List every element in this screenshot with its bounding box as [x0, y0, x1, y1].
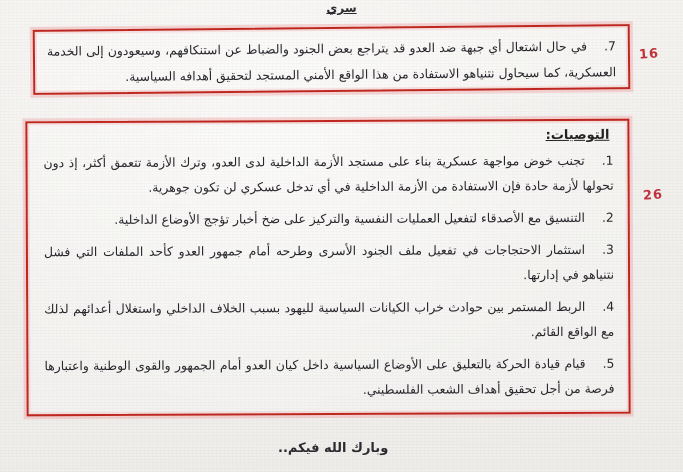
recommendation-number: 1.	[601, 152, 614, 168]
paragraph-7-number: 7.	[603, 38, 616, 54]
paragraph-7	[47, 33, 616, 90]
recommendation-text: تجنب خوض مواجهة عسكرية بناء على مستجد الأزمة الداخلية لدى العدو، وترك الأزمة تتعمق أكثر، إذ دون تحولها لأزمة حادة فإن الاستفادة من الأزمة الداخلية في أي تدخل عسكري لن تكون جوهرية.	[43, 152, 614, 195]
recommendation-text: قيام قيادة الحركة بالتعليق على الأوضاع السياسية داخل كيان العدو أمام الجمهور والقوى الوطنية واعتبارها فرصة من أجل تحقيق أهداف الشعب الفلسطيني.	[44, 355, 615, 397]
closing-blessing: وبارك الله فيكم..	[278, 441, 389, 456]
recommendation-text: استثمار الاحتجاجات في تفعيل ملف الجنود الأسرى وطرحه أمام جمهور العدو كأحد الملفات التي فشل نتنياهو في إدارتها.	[43, 241, 615, 283]
recommendation-item	[43, 148, 613, 200]
recommendation-number: 3.	[602, 241, 614, 257]
classification-header: سري	[326, 1, 357, 15]
highlight-box-recommendations	[25, 119, 630, 417]
recommendation-item	[44, 205, 614, 232]
highlight-box-paragraph-7	[33, 24, 631, 95]
handwritten-margin-mark-top: 16	[638, 46, 660, 63]
recommendations-heading: التوصيات:	[545, 127, 610, 144]
recommendation-text: الربط المستمر بين حوادث خراب الكيانات السياسية لليهود بسبب الخلاف الداخلي واستغلال أعدائهم لذلك مع الواقع القائم.	[44, 298, 615, 340]
recommendation-number: 4.	[602, 298, 615, 314]
recommendation-item	[44, 351, 614, 403]
recommendation-item	[44, 294, 614, 346]
recommendation-number: 5.	[602, 355, 615, 371]
handwritten-margin-mark-middle: 26	[642, 187, 664, 204]
recommendation-number: 2.	[601, 209, 614, 225]
paragraph-7-text: في حال اشتعال أي جبهة ضد العدو قد يتراجع بعض الجنود والضباط عن استنكافهم، وسيعودون إلى الخدمة العسكرية، كما سيحاول نتنياهو الاستفادة من هذا الواقع الأمني المستجد لتحقيق أهدافه السياسية.	[46, 38, 617, 84]
recommendation-item	[44, 237, 614, 289]
recommendation-text: التنسيق مع الأصدقاء لتفعيل العمليات النفسية والتركيز على ضخ أخبار تؤجج الأوضاع الداخلية.	[114, 209, 585, 227]
